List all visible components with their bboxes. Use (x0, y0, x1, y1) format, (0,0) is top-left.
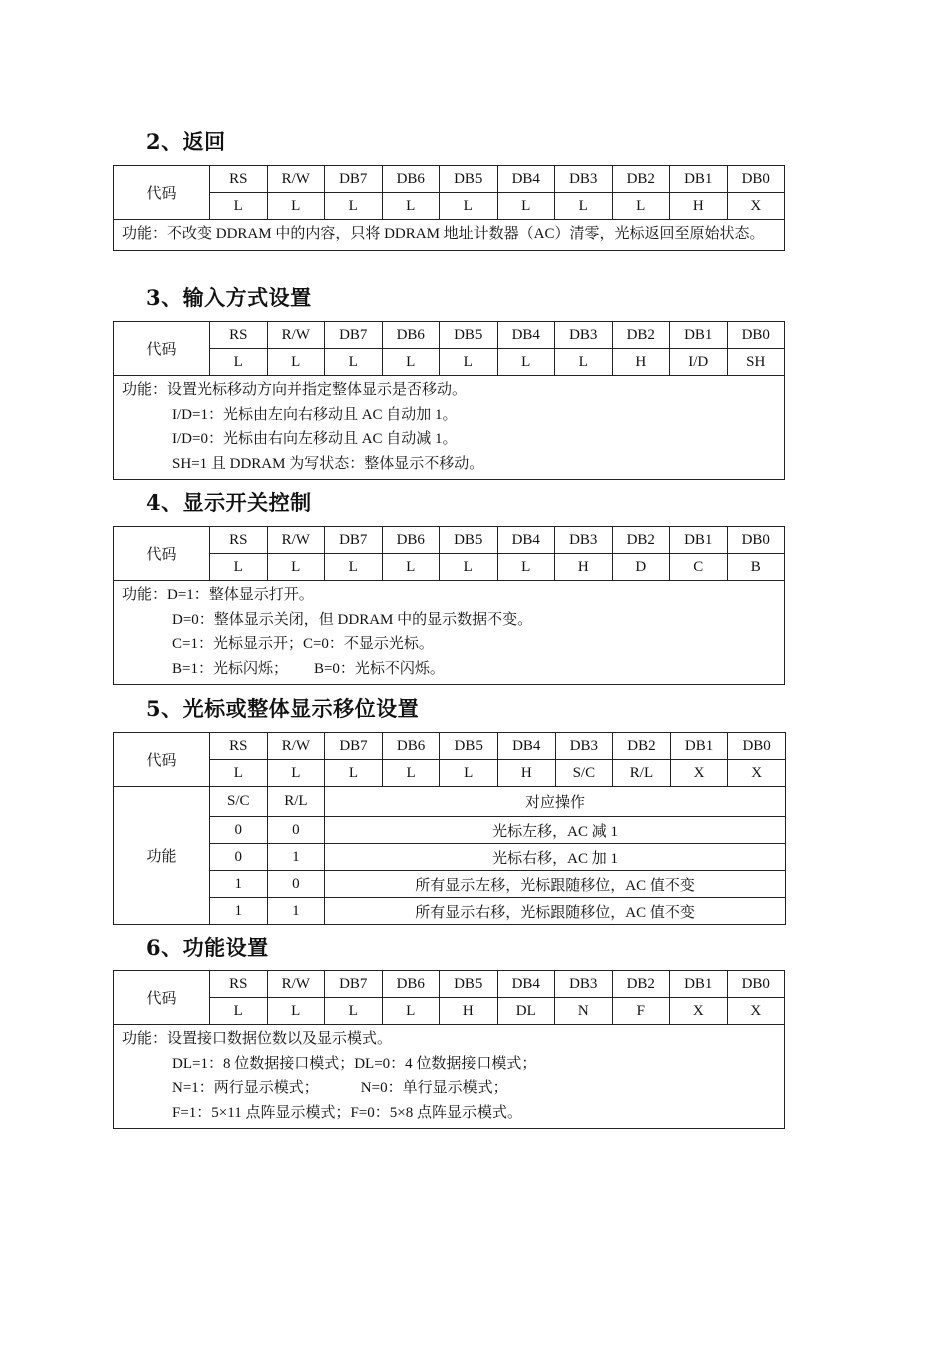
bit-header: DB0 (727, 527, 785, 554)
bit-header: DB5 (440, 971, 498, 998)
bit-header: R/W (267, 322, 325, 349)
shift-operation: 所有显示左移，光标跟随移位，AC 值不变 (325, 871, 786, 898)
function-line: C=1：光标显示开；C=0：不显示光标。 (172, 636, 434, 652)
bit-value: L (440, 760, 498, 787)
bit-header: DB3 (555, 971, 613, 998)
bit-header: RS (210, 322, 268, 349)
bit-header: DB6 (382, 166, 440, 193)
bit-header: DB7 (325, 166, 383, 193)
command-table-display-control (113, 526, 785, 685)
function-line: I/D=1：光标由左向右移动且 AC 自动加 1。 (172, 406, 458, 423)
bit-value: S/C (555, 760, 613, 787)
bit-header: DB4 (497, 527, 555, 554)
function-line-pair (122, 1076, 776, 1101)
function-description (114, 581, 785, 685)
bit-value: X (670, 998, 728, 1025)
bit-value: L (267, 760, 325, 787)
bit-header: DB7 (325, 733, 383, 760)
bit-value: L (267, 349, 325, 376)
bit-header: DB2 (612, 971, 670, 998)
bit-header: DB7 (325, 971, 383, 998)
bit-value: H (612, 349, 670, 376)
bit-header: DB3 (555, 527, 613, 554)
bit-header: DB1 (670, 527, 728, 554)
bit-value: L (325, 554, 383, 581)
shift-rl: 0 (267, 817, 325, 844)
function-line: 功能：D=1：整体显示打开。 (122, 587, 314, 603)
bit-value: L (210, 998, 268, 1025)
command-table-return (113, 165, 785, 251)
function-line: N=0：单行显示模式； (360, 1080, 508, 1096)
bit-value: L (612, 193, 670, 220)
shift-sc: 1 (210, 871, 268, 898)
shift-operation: 所有显示右移，光标跟随移位，AC 值不变 (325, 898, 786, 925)
section-title: 6、功能设置 (146, 935, 269, 960)
bit-value: H (555, 554, 613, 581)
bit-value: N (555, 998, 613, 1025)
bit-header: RS (210, 971, 268, 998)
bit-header: DB7 (325, 527, 383, 554)
shift-operation: 光标左移，AC 减 1 (325, 817, 786, 844)
function-line: 功能：设置接口数据位数以及显示模式。 (122, 1031, 393, 1047)
bit-header: DB2 (613, 733, 671, 760)
code-label: 代码 (114, 166, 210, 220)
bit-value: H (440, 998, 498, 1025)
bit-header: DB3 (555, 733, 613, 760)
bit-header: DB3 (555, 322, 613, 349)
bit-value: X (728, 760, 786, 787)
bit-header: DB1 (670, 166, 728, 193)
bit-header: DB6 (382, 527, 440, 554)
function-line: D=0：整体显示关闭，但 DDRAM 中的显示数据不变。 (172, 611, 533, 628)
shift-sc: 0 (210, 844, 268, 871)
bit-header: DB7 (325, 322, 383, 349)
bit-header: DB5 (440, 527, 498, 554)
bit-value: L (440, 349, 498, 376)
bit-header: DB4 (497, 166, 555, 193)
bit-value: L (325, 998, 383, 1025)
bit-header: DB0 (728, 733, 786, 760)
function-description (114, 376, 785, 480)
bit-value: L (267, 554, 325, 581)
bit-header: DB4 (497, 322, 555, 349)
bit-value: H (497, 760, 555, 787)
code-label: 代码 (114, 527, 210, 581)
shift-sc: 1 (210, 898, 268, 925)
bit-header: DB4 (497, 733, 555, 760)
bit-header: DB1 (670, 971, 728, 998)
bit-header: DB6 (382, 971, 440, 998)
bit-value: L (267, 998, 325, 1025)
bit-value: DL (497, 998, 555, 1025)
bit-value: L (382, 554, 440, 581)
bit-header: DB1 (670, 733, 728, 760)
shift-rl: 1 (267, 844, 325, 871)
command-table-shift (113, 732, 786, 925)
function-line: F=1：5×11 点阵显示模式；F=0：5×8 点阵显示模式。 (172, 1104, 522, 1121)
bit-value: X (727, 998, 785, 1025)
shift-header-rl: R/L (267, 787, 325, 817)
function-description (114, 220, 785, 251)
bit-header: DB3 (555, 166, 613, 193)
bit-header: DB6 (382, 322, 440, 349)
bit-header: R/W (267, 527, 325, 554)
shift-operation: 光标右移，AC 加 1 (325, 844, 786, 871)
bit-header: RS (210, 733, 268, 760)
bit-header: DB6 (382, 733, 440, 760)
code-label: 代码 (114, 322, 210, 376)
function-line: N=1：两行显示模式； (172, 1080, 319, 1096)
command-table-function-set (113, 970, 785, 1129)
bit-value: L (210, 760, 268, 787)
bit-value: L (267, 193, 325, 220)
func-label: 功能 (114, 787, 210, 925)
function-line: I/D=0：光标由右向左移动且 AC 自动减 1。 (172, 431, 458, 447)
shift-header-operation: 对应操作 (325, 787, 786, 817)
bit-header: DB0 (727, 971, 785, 998)
bit-header: DB5 (440, 166, 498, 193)
bit-header: DB0 (727, 322, 785, 349)
bit-value: L (497, 349, 555, 376)
bit-value: L (382, 998, 440, 1025)
bit-value: X (727, 193, 785, 220)
function-description (114, 1025, 785, 1129)
bit-value: L (382, 349, 440, 376)
command-table-entry-mode (113, 321, 785, 480)
bit-value: L (210, 554, 268, 581)
bit-value: L (497, 193, 555, 220)
shift-rl: 1 (267, 898, 325, 925)
shift-sc: 0 (210, 817, 268, 844)
bit-header: R/W (267, 733, 325, 760)
function-line: 功能：设置光标移动方向并指定整体显示是否移动。 (122, 382, 468, 398)
code-label: 代码 (114, 971, 210, 1025)
shift-rl: 0 (267, 871, 325, 898)
bit-value: I/D (670, 349, 728, 376)
bit-header: DB4 (497, 971, 555, 998)
section-title: 4、显示开关控制 (146, 490, 312, 515)
function-line: SH=1 且 DDRAM 为写状态：整体显示不移动。 (172, 455, 485, 472)
bit-value: SH (727, 349, 785, 376)
bit-value: C (670, 554, 728, 581)
bit-value: L (440, 193, 498, 220)
bit-header: R/W (267, 166, 325, 193)
bit-value: L (382, 193, 440, 220)
bit-header: RS (210, 166, 268, 193)
bit-value: R/L (613, 760, 671, 787)
bit-value: H (670, 193, 728, 220)
bit-header: R/W (267, 971, 325, 998)
function-line: B=0：光标不闪烁。 (313, 660, 445, 677)
bit-value: L (210, 193, 268, 220)
shift-header-sc: S/C (210, 787, 268, 817)
bit-header: DB0 (727, 166, 785, 193)
bit-value: L (325, 760, 383, 787)
bit-value: L (497, 554, 555, 581)
bit-header: DB2 (612, 322, 670, 349)
section-title: 5、光标或整体显示移位设置 (146, 696, 420, 721)
bit-header: DB1 (670, 322, 728, 349)
bit-value: L (440, 554, 498, 581)
bit-value: L (325, 193, 383, 220)
section-title: 2、返回 (146, 129, 226, 154)
bit-value: B (727, 554, 785, 581)
bit-value: F (612, 998, 670, 1025)
bit-value: L (382, 760, 440, 787)
bit-header: DB5 (440, 322, 498, 349)
code-label: 代码 (114, 733, 210, 787)
bit-header: DB5 (440, 733, 498, 760)
bit-value: X (670, 760, 728, 787)
bit-value: D (612, 554, 670, 581)
bit-header: DB2 (612, 527, 670, 554)
function-line: 功能：不改变 DDRAM 中的内容，只将 DDRAM 地址计数器（AC）清零，光标返回至原始状态。 (122, 226, 765, 242)
bit-value: L (555, 349, 613, 376)
bit-header: DB2 (612, 166, 670, 193)
bit-value: L (555, 193, 613, 220)
function-line: DL=1：8 位数据接口模式；DL=0：4 位数据接口模式； (172, 1055, 537, 1072)
bit-value: L (210, 349, 268, 376)
section-title: 3、输入方式设置 (146, 285, 312, 310)
bit-header: RS (210, 527, 268, 554)
bit-value: L (325, 349, 383, 376)
function-line: B=1：光标闪烁； (172, 660, 288, 677)
function-line-pair (122, 657, 776, 682)
